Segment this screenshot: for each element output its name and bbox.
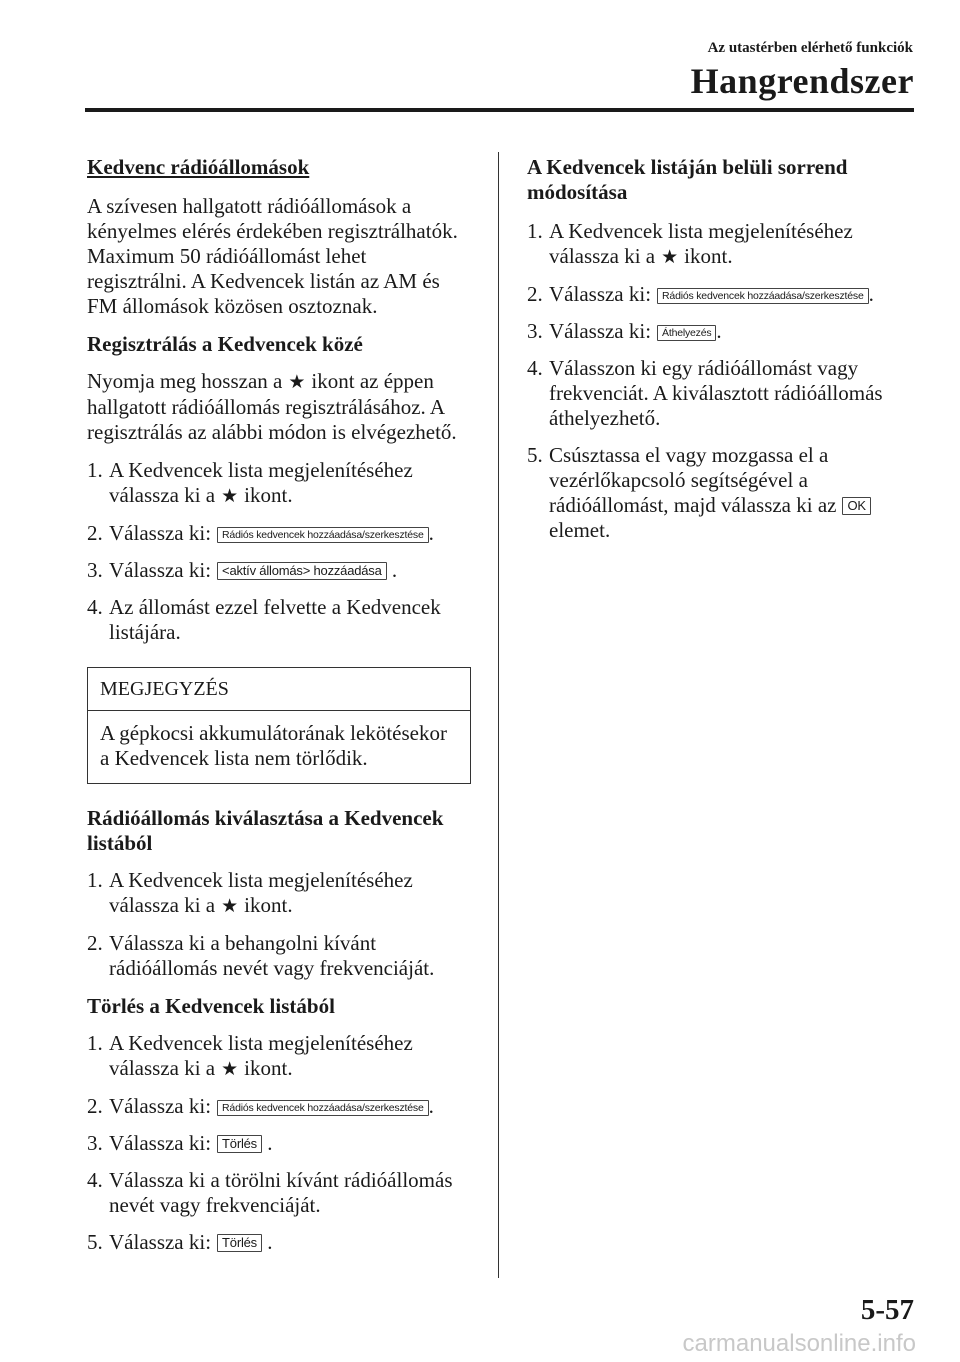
list-item: 4. Az állomást ezzel felvette a Kedvencek listájára. [87, 595, 441, 644]
page-title: Hangrendszer [690, 61, 914, 101]
star-icon: ★ [661, 246, 679, 268]
delete-steps [87, 1031, 471, 1255]
ok-button[interactable]: OK [842, 497, 870, 515]
delete-button[interactable]: Törlés [217, 1135, 262, 1153]
list-item: 1. A Kedvencek lista megjelenítéséhez válassza ki a ★ ikont. [87, 868, 413, 917]
star-icon: ★ [221, 1058, 239, 1080]
add-active-station-button[interactable]: <aktív állomás> hozzáadása [217, 562, 387, 580]
column-divider [498, 152, 499, 1278]
page-number: 5-57 [860, 1294, 914, 1326]
list-item: 1. A Kedvencek lista megjelenítéséhez válassza ki a ★ ikont. [87, 458, 413, 507]
star-icon: ★ [221, 895, 239, 917]
add-edit-favorites-button[interactable]: Rádiós kedvencek hozzáadása/szerkesztése [217, 1100, 429, 1116]
note-body: A gépkocsi akkumulátorának lekötésekor a Kedvencek lista nem törlődik. [100, 721, 447, 770]
select-title: Rádióállomás kiválasztása a Kedvencek listából [87, 806, 444, 855]
list-item: 5. Válassza ki: Törlés . [87, 1230, 273, 1254]
header-subtitle: Az utastérben elérhető funkciók [707, 40, 913, 56]
star-icon: ★ [221, 485, 239, 507]
section-title-favorites: Kedvenc rádióállomások [87, 155, 310, 179]
add-edit-favorites-button[interactable]: Rádiós kedvencek hozzáadása/szerkesztése [217, 527, 429, 543]
list-item: 5. Csúsztassa el vagy mozgassa el a vezérlőkapcsoló segítségével a rádióállomást, majd válassza ki az OK elemet. [527, 443, 917, 543]
list-item: 2. Válassza ki a behangolni kívánt rádióállomás nevét vagy frekvenciáját. [87, 931, 435, 980]
list-item: 2. Válassza ki: Rádiós kedvencek hozzáadása/szerkesztése . [87, 1094, 434, 1118]
select-steps [87, 868, 471, 981]
list-item: 2. Válassza ki: Rádiós kedvencek hozzáadása/szerkesztése . [87, 521, 434, 545]
register-title: Regisztrálás a Kedvencek közé [87, 332, 363, 356]
header-rule [85, 108, 914, 112]
delete-title: Törlés a Kedvencek listából [87, 994, 335, 1018]
list-item: 3. Válassza ki: Áthelyezés . [527, 319, 722, 343]
note-box [87, 667, 471, 784]
list-item: 2. Válassza ki: Rádiós kedvencek hozzáadása/szerkesztése . [527, 282, 874, 306]
star-icon: ★ [288, 371, 306, 393]
add-edit-favorites-button[interactable]: Rádiós kedvencek hozzáadása/szerkesztése [657, 288, 869, 304]
list-item: 4. Válasszon ki egy rádióállomást vagy frekvenciát. A kiválasztott rádióállomás áthelyezhető. [527, 356, 883, 430]
reorder-steps [527, 219, 917, 543]
list-item: 4. Válassza ki a törölni kívánt rádióállomás nevét vagy frekvenciáját. [87, 1168, 453, 1217]
right-column [527, 155, 917, 556]
register-steps [87, 458, 471, 645]
list-item: 3. Válassza ki: <aktív állomás> hozzáadása . [87, 558, 398, 582]
register-paragraph: Nyomja meg hosszan a ★ ikont az éppen hallgatott rádióállomás regisztrálásához. A regisztrálás az alábbi módon is elvégezhető. [87, 369, 457, 444]
section-title-reorder: A Kedvencek listáján belüli sorrend módosítása [527, 155, 848, 204]
list-item: 3. Válassza ki: Törlés . [87, 1131, 273, 1155]
delete-button[interactable]: Törlés [217, 1234, 262, 1252]
list-item: 1. A Kedvencek lista megjelenítéséhez válassza ki a ★ ikont. [87, 1031, 413, 1080]
intro-paragraph: A szívesen hallgatott rádióállomások a kényelmes elérés érdekében regisztrálhatók. Maximum 50 rádióállomást lehet regisztrálni. A Kedvencek listán az AM és FM állomások közösen osztoznak. [87, 194, 458, 318]
move-button[interactable]: Áthelyezés [657, 325, 716, 341]
watermark: carmanualsonline.info [682, 1330, 916, 1357]
left-column [87, 155, 471, 1268]
list-item: 1. A Kedvencek lista megjelenítéséhez válassza ki a ★ ikont. [527, 219, 853, 268]
note-title: MEGJEGYZÉS [88, 668, 470, 711]
